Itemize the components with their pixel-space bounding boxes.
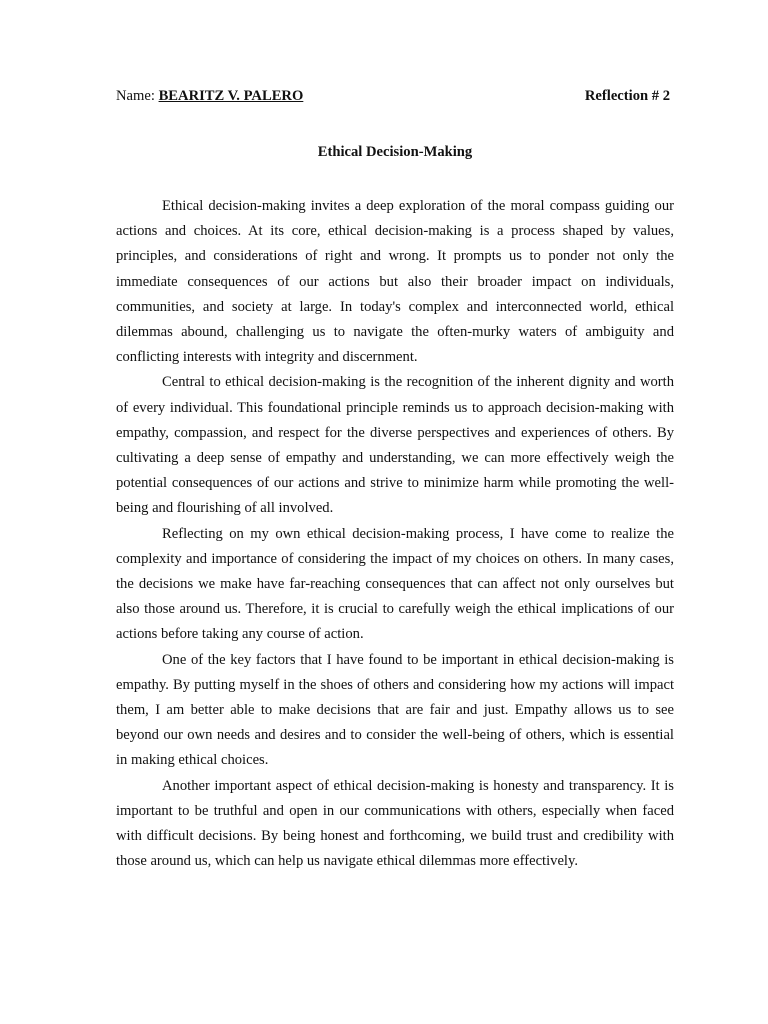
reflection-number: Reflection # 2 xyxy=(584,88,670,104)
paragraph: One of the key factors that I have found to be important in ethical decision-making is empathy. By putting myself in the shoes of others and considering how my actions will impact them, I am better able to make decisions that are fair and just. Empathy allows us to see beyond our own needs and desires and to consider the well-being of others, which is essential in making ethical choices. xyxy=(116,651,674,769)
author-name: BEARITZ V. PALERO xyxy=(158,88,304,104)
document-page xyxy=(116,86,674,874)
paragraph: Reflecting on my own ethical decision-making process, I have come to realize the complexity and importance of considering the impact of my choices on others. In many cases, the decisions we make have far-reaching consequences that can affect not only ourselves but also those around us. Therefore, it is crucial to carefully weigh the ethical implications of our actions before taking any course of action. xyxy=(116,525,674,643)
paragraph: Ethical decision-making invites a deep exploration of the moral compass guiding our actions and choices. At its core, ethical decision-making is a process shaped by values, principles, and considerations of right and wrong. It prompts us to ponder not only the immediate consequences of our actions but also their broader impact on individuals, communities, and society at large. In today's complex and interconnected world, ethical dilemmas abound, challenging us to navigate the often-murky waters of ambiguity and conflicting interests with integrity and discernment. xyxy=(116,198,674,366)
document-body xyxy=(116,194,674,874)
author-line xyxy=(116,86,303,106)
paragraph: Central to ethical decision-making is the recognition of the inherent dignity and worth of every individual. This foundational principle reminds us to approach decision-making with empathy, compassion, and respect for the diverse perspectives and experiences of others. By cultivating a deep sense of empathy and understanding, we can more effectively weigh the potential consequences of our actions and strive to minimize harm while promoting the well-being and flourishing of all involved. xyxy=(116,374,674,517)
document-title: Ethical Decision-Making xyxy=(317,144,473,160)
document-header xyxy=(116,86,674,106)
name-label: Name: xyxy=(116,88,155,104)
paragraph: Another important aspect of ethical decision-making is honesty and transparency. It is important to be truthful and open in our communications with others, especially when faced with difficult decisions. By being honest and forthcoming, we build trust and credibility with those around us, which can help us navigate ethical dilemmas more effectively. xyxy=(116,777,674,870)
